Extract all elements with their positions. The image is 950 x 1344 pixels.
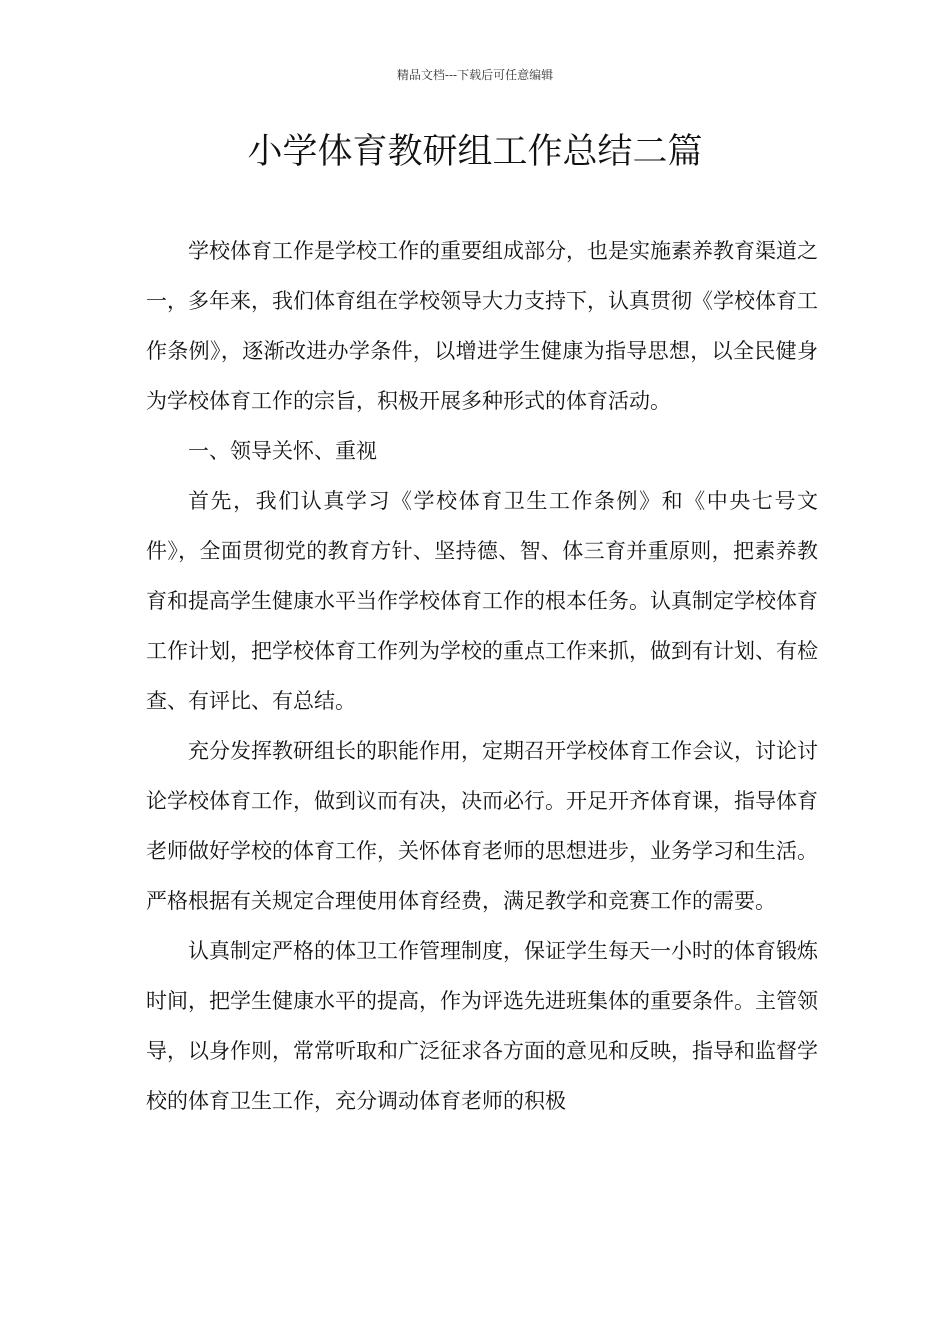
paragraph-leader-role: 充分发挥教研组长的职能作用，定期召开学校体育工作会议，讨论讨论学校体育工作，做到议而有决，决而必行。开足开齐体育课，指导体育老师做好学校的体育工作，关怀体育老师的思想进步，业务学习和生活。严格根据有关规定合理使用体育经费，满足教学和竞赛工作的需要。 bbox=[146, 739, 818, 913]
document-body bbox=[146, 226, 818, 1126]
document-title: 小学体育教研组工作总结二篇 bbox=[247, 132, 703, 172]
paragraph-study: 首先，我们认真学习《学校体育卫生工作条例》和《中央七号文件》，全面贯彻党的教育方针、坚持德、智、体三育并重原则，把素养教育和提高学生健康水平当作学校体育工作的根本任务。认真制定学校体育工作计划，把学校体育工作列为学校的重点工作来抓，做到有计划、有检查、有评比、有总结。 bbox=[146, 489, 818, 713]
section-heading: 一、领导关怀、重视 bbox=[188, 439, 377, 463]
paragraph-management: 认真制定严格的体卫工作管理制度，保证学生每天一小时的体育锻炼时间，把学生健康水平的提高，作为评选先进班集体的重要条件。主管领导，以身作则，常常听取和广泛征求各方面的意见和反映，指导和监督学校的体育卫生工作，充分调动体育老师的积极 bbox=[146, 939, 818, 1113]
header-note: 精品文档---下载后可任意编辑 bbox=[396, 68, 554, 82]
paragraph-intro: 学校体育工作是学校工作的重要组成部分，也是实施素养教育渠道之一，多年来，我们体育组在学校领导大力支持下，认真贯彻《学校体育工作条例》，逐渐改进办学条件，以增进学生健康为指导思想，以全民健身为学校体育工作的宗旨，积极开展多种形式的体育活动。 bbox=[146, 239, 818, 413]
